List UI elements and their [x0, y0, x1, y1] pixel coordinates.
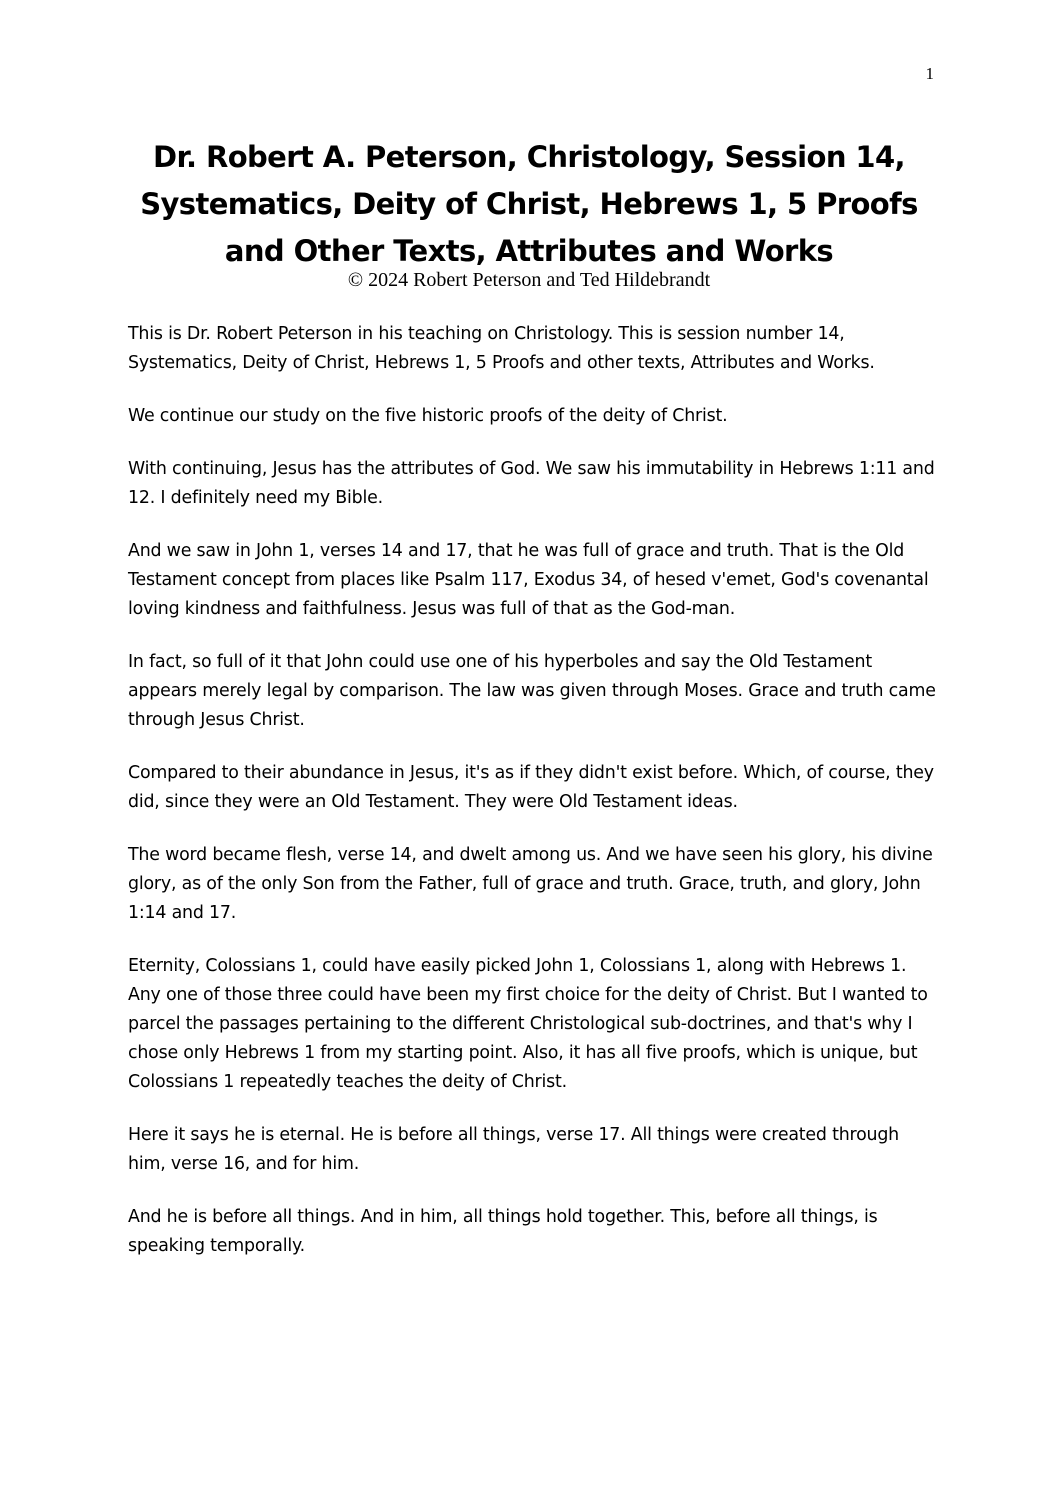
document-title: Dr. Robert A. Peterson, Christology, Session 14, Systematics, Deity of Christ, Hebrews 1, 5 Proofs and Other Texts, Attributes and Works — [140, 140, 918, 268]
paragraph-4: And we saw in John 1, verses 14 and 17, that he was full of grace and truth. That is the Old Testament concept from places like Psalm 117, Exodus 34, of hesed v'emet, God's covenantal loving kindness and faithfulness. Jesus was full of that as the God-man. — [128, 541, 929, 619]
paragraph-8: Eternity, Colossians 1, could have easily picked John 1, Colossians 1, along with Hebrews 1. Any one of those three could have been my first choice for the deity of Christ. But I wanted to parcel the passages pertaining to the different Christological sub-doctrines, and that's why I chose only Hebrews 1 from my starting point. Also, it has all five proofs, which is unique, but Colossians 1 repeatedly teaches the deity of Christ. — [128, 956, 928, 1092]
transcript-body — [128, 320, 938, 1285]
copyright-notice: © 2024 Robert Peterson and Ted Hildebrandt — [347, 269, 711, 291]
paragraph-7: The word became flesh, verse 14, and dwelt among us. And we have seen his glory, his divine glory, as of the only Son from the Father, full of grace and truth. Grace, truth, and glory, John 1:14 and 17. — [128, 845, 933, 923]
paragraph-5: In fact, so full of it that John could use one of his hyperboles and say the Old Testament appears merely legal by comparison. The law was given through Moses. Grace and truth came through Jesus Christ. — [128, 652, 936, 730]
paragraph-6: Compared to their abundance in Jesus, it's as if they didn't exist before. Which, of course, they did, since they were an Old Testament. They were Old Testament ideas. — [128, 763, 934, 812]
paragraph-9: Here it says he is eternal. He is before all things, verse 17. All things were created through him, verse 16, and for him. — [128, 1125, 900, 1174]
paragraph-10: And he is before all things. And in him, all things hold together. This, before all things, is speaking temporally. — [128, 1207, 878, 1256]
page-number: 1 — [925, 64, 934, 83]
paragraph-2: We continue our study on the five historic proofs of the deity of Christ. — [128, 406, 728, 426]
paragraph-1: This is Dr. Robert Peterson in his teaching on Christology. This is session number 14, Systematics, Deity of Christ, Hebrews 1, 5 Proofs and other texts, Attributes and Works. — [128, 324, 875, 373]
paragraph-3: With continuing, Jesus has the attributes of God. We saw his immutability in Hebrews 1:11 and 12. I definitely need my Bible. — [128, 459, 935, 508]
